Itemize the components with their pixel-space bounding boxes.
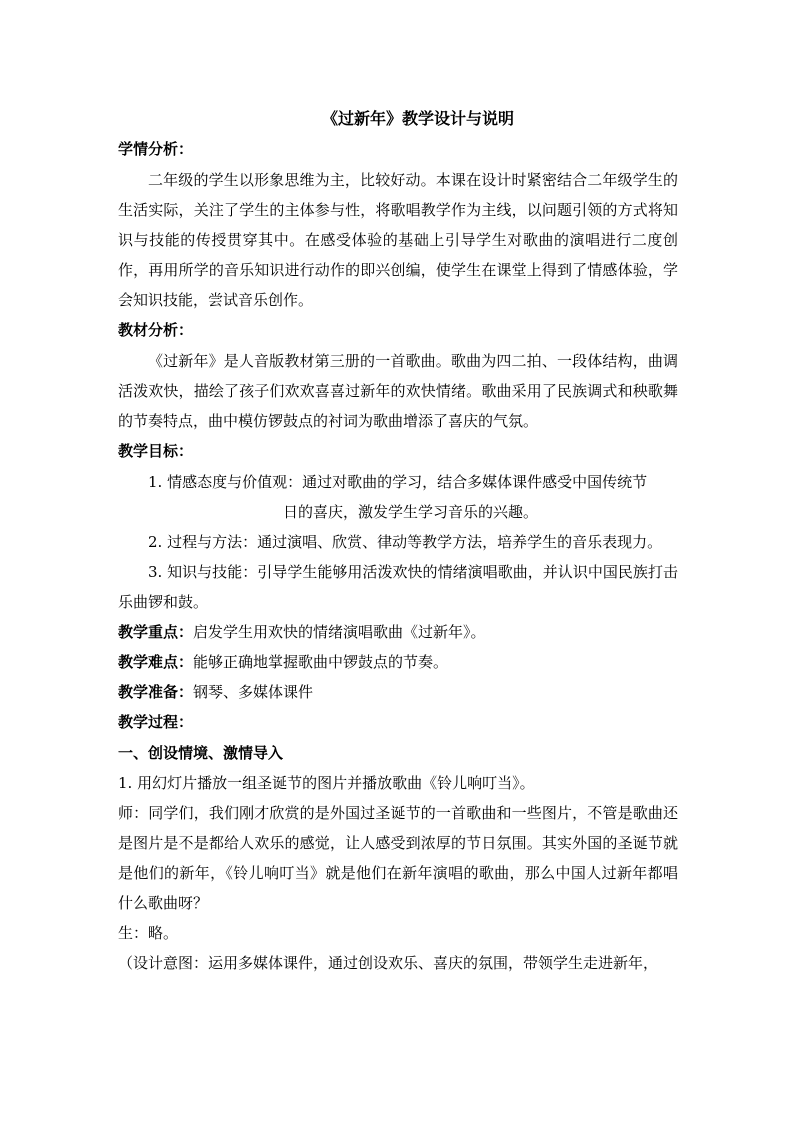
material-analysis-heading: 教材分析： — [118, 321, 194, 339]
material-analysis-text: 《过新年》是人音版教材第三册的一首歌曲。歌曲为四二拍、一段体结构，曲调活泼欢快，描绘了孩子们欢欢喜喜过新年的欢快情绪。歌曲采用了民族调式和秧歌舞的节奏特点，曲中模仿锣鼓点的衬词为歌曲增添了喜庆的气氛。 — [118, 352, 678, 430]
goal-1 — [118, 467, 678, 527]
preparation — [118, 677, 678, 707]
goal-1-line-1: 1. 情感态度与价值观：通过对歌曲的学习，结合多媒体课件感受中国传统节 — [148, 473, 648, 491]
design-intent: （设计意图：运用多媒体课件，通过创设欢乐、喜庆的氛围，带领学生走进新年， — [118, 954, 659, 972]
goal-1-line-2: 日的喜庆，激发学生学习音乐的兴趣。 — [283, 503, 539, 521]
student-analysis-text: 二年级的学生以形象思维为主，比较好动。本课在设计时紧密结合二年级学生的生活实际，关注了学生的主体参与性，将歌唱教学作为主线，以问题引领的方式将知识与技能的传授贯穿其中。在感受体验的基础上引导学生对歌曲的演唱进行二度创作，再用所学的音乐知识进行动作的即兴创编，使学生在课堂上得到了情感体验，学会知识技能，尝试音乐创作。 — [118, 171, 678, 309]
goal-2: 2. 过程与方法：通过演唱、欣赏、律动等教学方法，培养学生的音乐表现力。 — [148, 533, 663, 551]
preparation-value: 钢琴、多媒体课件 — [193, 683, 314, 701]
key-point — [118, 617, 678, 647]
teacher-dialogue: 师：同学们，我们刚才欣赏的是外国过圣诞节的一首歌曲和一些图片，不管是歌曲还是图片是不是都给人欢乐的感觉，让人感受到浓厚的节日氛围。其实外国的圣诞节就是他们的新年，《铃儿响叮当》就是他们在新年演唱的歌曲，那么中国人过新年都唱什么歌曲呀？ — [118, 804, 678, 912]
key-point-value: 启发学生用欢快的情绪演唱歌曲《过新年》。 — [193, 623, 486, 641]
student-response: 生：略。 — [118, 924, 179, 942]
preparation-label: 教学准备： — [118, 683, 194, 701]
difficulty — [118, 647, 678, 677]
goals-heading: 教学目标： — [118, 442, 194, 460]
key-point-label: 教学重点： — [118, 623, 194, 641]
document-body — [118, 104, 678, 978]
difficulty-label: 教学难点： — [118, 653, 194, 671]
document-title: 《过新年》教学设计与说明 — [321, 109, 514, 128]
goal-3: 3. 知识与技能：引导学生能够用活泼欢快的情绪演唱歌曲，并认识中国民族打击乐曲锣和鼓。 — [118, 563, 678, 611]
student-analysis-heading: 学情分析： — [118, 140, 194, 158]
process-step-1: 1. 用幻灯片播放一组圣诞节的图片并播放歌曲《铃儿响叮当》。 — [118, 774, 535, 792]
process-heading: 教学过程： — [118, 713, 194, 731]
process-part-1-title: 一、创设情境、激情导入 — [118, 744, 284, 762]
difficulty-value: 能够正确地掌握歌曲中锣鼓点的节奏。 — [193, 653, 449, 671]
